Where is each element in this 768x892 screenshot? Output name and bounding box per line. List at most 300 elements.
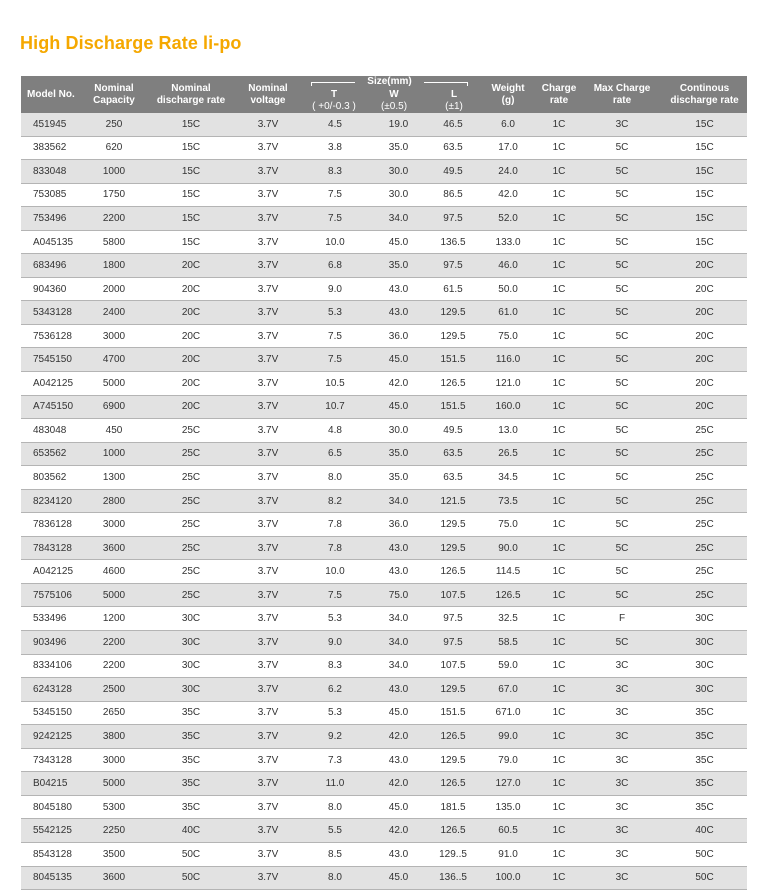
cell-size-l: 151.5 [426, 348, 480, 372]
cell-charge-rate: 1C [536, 207, 582, 231]
cell-max-charge-rate: 3C [582, 795, 662, 819]
cell-size-w: 45.0 [371, 348, 426, 372]
table-row [21, 795, 747, 819]
cell-size-w: 75.0 [371, 583, 426, 607]
cell-nominal-discharge-rate: 20C [145, 254, 237, 278]
cell-size-l: 181.5 [426, 795, 480, 819]
cell-nominal-voltage: 3.7V [237, 160, 299, 184]
cell-size-l: 151.5 [426, 701, 480, 725]
cell-continuous-discharge-rate: 20C [662, 277, 747, 301]
cell-continuous-discharge-rate: 40C [662, 819, 747, 843]
cell-charge-rate: 1C [536, 442, 582, 466]
cell-max-charge-rate: 5C [582, 207, 662, 231]
cell-max-charge-rate: 5C [582, 466, 662, 490]
table-row [21, 277, 747, 301]
cell-model-no: A745150 [21, 395, 83, 419]
cell-size-w: 45.0 [371, 701, 426, 725]
cell-model-no: 7575106 [21, 583, 83, 607]
cell-nominal-voltage: 3.7V [237, 772, 299, 796]
cell-charge-rate: 1C [536, 678, 582, 702]
cell-nominal-discharge-rate: 50C [145, 842, 237, 866]
cell-max-charge-rate: 5C [582, 230, 662, 254]
header-weight: Weight (g) [480, 76, 536, 113]
cell-charge-rate: 1C [536, 395, 582, 419]
cell-max-charge-rate: 5C [582, 348, 662, 372]
cell-weight: 79.0 [480, 748, 536, 772]
cell-continuous-discharge-rate: 20C [662, 301, 747, 325]
table-row [21, 160, 747, 184]
cell-charge-rate: 1C [536, 466, 582, 490]
cell-size-t: 3.8 [299, 136, 371, 160]
cell-nominal-discharge-rate: 15C [145, 207, 237, 231]
cell-charge-rate: 1C [536, 324, 582, 348]
table-row [21, 536, 747, 560]
cell-weight: 32.5 [480, 607, 536, 631]
cell-weight: 671.0 [480, 701, 536, 725]
cell-nominal-voltage: 3.7V [237, 583, 299, 607]
cell-nominal-voltage: 3.7V [237, 631, 299, 655]
cell-weight: 61.0 [480, 301, 536, 325]
cell-size-l: 49.5 [426, 160, 480, 184]
table-row [21, 654, 747, 678]
cell-continuous-discharge-rate: 15C [662, 136, 747, 160]
cell-size-t: 8.2 [299, 489, 371, 513]
cell-continuous-discharge-rate: 35C [662, 725, 747, 749]
cell-nominal-voltage: 3.7V [237, 466, 299, 490]
cell-nominal-discharge-rate: 35C [145, 701, 237, 725]
cell-charge-rate: 1C [536, 842, 582, 866]
header-max-charge-rate: Max Charge rate [582, 76, 662, 113]
cell-nominal-capacity: 3000 [83, 748, 145, 772]
cell-nominal-capacity: 5800 [83, 230, 145, 254]
cell-max-charge-rate: 3C [582, 748, 662, 772]
cell-nominal-capacity: 250 [83, 113, 145, 136]
cell-nominal-discharge-rate: 30C [145, 607, 237, 631]
cell-size-t: 4.5 [299, 113, 371, 136]
cell-nominal-capacity: 2250 [83, 819, 145, 843]
cell-max-charge-rate: 3C [582, 842, 662, 866]
cell-size-l: 126.5 [426, 560, 480, 584]
cell-size-w: 43.0 [371, 842, 426, 866]
header-nominal-discharge-rate: Nominal discharge rate [145, 76, 237, 113]
table-row [21, 324, 747, 348]
cell-max-charge-rate: 5C [582, 419, 662, 443]
cell-nominal-discharge-rate: 20C [145, 301, 237, 325]
table-row [21, 866, 747, 890]
cell-size-t: 4.8 [299, 419, 371, 443]
cell-model-no: 8045135 [21, 866, 83, 890]
cell-nominal-voltage: 3.7V [237, 372, 299, 396]
cell-charge-rate: 1C [536, 372, 582, 396]
cell-size-w: 34.0 [371, 207, 426, 231]
cell-max-charge-rate: 3C [582, 701, 662, 725]
table-row [21, 748, 747, 772]
cell-nominal-discharge-rate: 25C [145, 489, 237, 513]
cell-continuous-discharge-rate: 25C [662, 536, 747, 560]
cell-weight: 6.0 [480, 113, 536, 136]
cell-nominal-capacity: 3000 [83, 513, 145, 537]
size-bracket-right [424, 82, 468, 83]
table-row [21, 183, 747, 207]
cell-size-l: 129.5 [426, 324, 480, 348]
cell-size-w: 34.0 [371, 631, 426, 655]
cell-nominal-voltage: 3.7V [237, 795, 299, 819]
cell-nominal-voltage: 3.7V [237, 277, 299, 301]
cell-size-t: 8.0 [299, 866, 371, 890]
cell-continuous-discharge-rate: 30C [662, 678, 747, 702]
table-row [21, 301, 747, 325]
cell-nominal-capacity: 1000 [83, 160, 145, 184]
table-row [21, 395, 747, 419]
size-bracket-left [311, 82, 355, 83]
cell-charge-rate: 1C [536, 536, 582, 560]
cell-max-charge-rate: F [582, 607, 662, 631]
cell-continuous-discharge-rate: 15C [662, 207, 747, 231]
cell-nominal-capacity: 2650 [83, 701, 145, 725]
cell-charge-rate: 1C [536, 795, 582, 819]
cell-size-w: 45.0 [371, 230, 426, 254]
cell-nominal-discharge-rate: 30C [145, 678, 237, 702]
cell-weight: 75.0 [480, 324, 536, 348]
cell-size-t: 5.3 [299, 701, 371, 725]
cell-size-l: 61.5 [426, 277, 480, 301]
cell-weight: 100.0 [480, 866, 536, 890]
size-title: Size(mm) [299, 76, 480, 88]
cell-weight: 50.0 [480, 277, 536, 301]
cell-nominal-voltage: 3.7V [237, 701, 299, 725]
cell-weight: 126.5 [480, 583, 536, 607]
cell-nominal-discharge-rate: 35C [145, 725, 237, 749]
cell-charge-rate: 1C [536, 277, 582, 301]
cell-size-w: 43.0 [371, 277, 426, 301]
cell-size-l: 97.5 [426, 207, 480, 231]
table-row [21, 489, 747, 513]
cell-size-l: 97.5 [426, 607, 480, 631]
cell-nominal-discharge-rate: 40C [145, 819, 237, 843]
cell-weight: 24.0 [480, 160, 536, 184]
cell-size-w: 30.0 [371, 160, 426, 184]
cell-nominal-voltage: 3.7V [237, 230, 299, 254]
cell-size-l: 121.5 [426, 489, 480, 513]
cell-nominal-discharge-rate: 50C [145, 866, 237, 890]
header-size-t: T( +0/-0.3 ) [312, 89, 356, 112]
cell-nominal-discharge-rate: 25C [145, 419, 237, 443]
cell-max-charge-rate: 5C [582, 560, 662, 584]
cell-weight: 60.5 [480, 819, 536, 843]
table-row [21, 207, 747, 231]
cell-nominal-discharge-rate: 15C [145, 113, 237, 136]
cell-model-no: 451945 [21, 113, 83, 136]
cell-charge-rate: 1C [536, 136, 582, 160]
cell-nominal-voltage: 3.7V [237, 301, 299, 325]
table-row [21, 560, 747, 584]
cell-size-w: 36.0 [371, 324, 426, 348]
cell-size-l: 97.5 [426, 254, 480, 278]
cell-weight: 46.0 [480, 254, 536, 278]
cell-model-no: 7843128 [21, 536, 83, 560]
cell-size-l: 129.5 [426, 301, 480, 325]
cell-size-l: 129..5 [426, 842, 480, 866]
cell-nominal-discharge-rate: 35C [145, 772, 237, 796]
cell-continuous-discharge-rate: 15C [662, 113, 747, 136]
cell-weight: 91.0 [480, 842, 536, 866]
cell-charge-rate: 1C [536, 654, 582, 678]
cell-max-charge-rate: 5C [582, 536, 662, 560]
cell-weight: 26.5 [480, 442, 536, 466]
cell-continuous-discharge-rate: 30C [662, 654, 747, 678]
cell-nominal-discharge-rate: 20C [145, 372, 237, 396]
cell-size-w: 36.0 [371, 513, 426, 537]
cell-size-t: 7.3 [299, 748, 371, 772]
cell-model-no: 753085 [21, 183, 83, 207]
cell-max-charge-rate: 5C [582, 372, 662, 396]
cell-continuous-discharge-rate: 20C [662, 254, 747, 278]
cell-size-t: 6.5 [299, 442, 371, 466]
cell-continuous-discharge-rate: 30C [662, 631, 747, 655]
cell-nominal-discharge-rate: 20C [145, 277, 237, 301]
cell-nominal-capacity: 5000 [83, 372, 145, 396]
cell-nominal-capacity: 6900 [83, 395, 145, 419]
cell-max-charge-rate: 5C [582, 277, 662, 301]
cell-size-t: 8.0 [299, 795, 371, 819]
cell-continuous-discharge-rate: 50C [662, 866, 747, 890]
cell-size-t: 6.8 [299, 254, 371, 278]
cell-size-l: 63.5 [426, 442, 480, 466]
cell-size-t: 5.3 [299, 301, 371, 325]
cell-nominal-voltage: 3.7V [237, 207, 299, 231]
cell-size-w: 35.0 [371, 442, 426, 466]
cell-size-t: 9.0 [299, 277, 371, 301]
table-row [21, 607, 747, 631]
cell-model-no: 383562 [21, 136, 83, 160]
cell-max-charge-rate: 5C [582, 513, 662, 537]
cell-charge-rate: 1C [536, 607, 582, 631]
cell-size-t: 9.2 [299, 725, 371, 749]
cell-weight: 116.0 [480, 348, 536, 372]
cell-nominal-capacity: 2000 [83, 277, 145, 301]
cell-continuous-discharge-rate: 25C [662, 513, 747, 537]
cell-size-w: 45.0 [371, 795, 426, 819]
cell-model-no: 7545150 [21, 348, 83, 372]
cell-weight: 13.0 [480, 419, 536, 443]
cell-size-w: 42.0 [371, 372, 426, 396]
cell-weight: 99.0 [480, 725, 536, 749]
cell-size-w: 43.0 [371, 560, 426, 584]
table-row [21, 631, 747, 655]
cell-nominal-capacity: 4600 [83, 560, 145, 584]
cell-nominal-capacity: 2500 [83, 678, 145, 702]
cell-size-l: 129.5 [426, 678, 480, 702]
cell-model-no: 5542125 [21, 819, 83, 843]
cell-size-l: 46.5 [426, 113, 480, 136]
cell-charge-rate: 1C [536, 748, 582, 772]
table-row [21, 372, 747, 396]
cell-size-t: 11.0 [299, 772, 371, 796]
cell-nominal-capacity: 2800 [83, 489, 145, 513]
header-size-l: L(±1) [445, 89, 463, 112]
cell-model-no: 533496 [21, 607, 83, 631]
cell-max-charge-rate: 5C [582, 254, 662, 278]
cell-nominal-capacity: 1200 [83, 607, 145, 631]
cell-size-t: 7.8 [299, 513, 371, 537]
cell-charge-rate: 1C [536, 560, 582, 584]
cell-max-charge-rate: 3C [582, 819, 662, 843]
cell-nominal-discharge-rate: 35C [145, 795, 237, 819]
cell-size-t: 8.3 [299, 654, 371, 678]
cell-nominal-voltage: 3.7V [237, 866, 299, 890]
cell-nominal-capacity: 620 [83, 136, 145, 160]
cell-weight: 133.0 [480, 230, 536, 254]
cell-continuous-discharge-rate: 35C [662, 701, 747, 725]
table-row [21, 842, 747, 866]
battery-spec-table [21, 76, 747, 890]
cell-charge-rate: 1C [536, 866, 582, 890]
cell-size-l: 63.5 [426, 466, 480, 490]
cell-nominal-capacity: 5000 [83, 583, 145, 607]
cell-size-w: 45.0 [371, 866, 426, 890]
cell-charge-rate: 1C [536, 348, 582, 372]
cell-size-w: 34.0 [371, 654, 426, 678]
table-row [21, 254, 747, 278]
table-row [21, 725, 747, 749]
cell-size-l: 126.5 [426, 819, 480, 843]
cell-continuous-discharge-rate: 25C [662, 489, 747, 513]
cell-max-charge-rate: 5C [582, 631, 662, 655]
cell-continuous-discharge-rate: 25C [662, 466, 747, 490]
cell-weight: 17.0 [480, 136, 536, 160]
cell-size-t: 7.5 [299, 207, 371, 231]
cell-nominal-voltage: 3.7V [237, 183, 299, 207]
table-row [21, 678, 747, 702]
cell-charge-rate: 1C [536, 254, 582, 278]
cell-continuous-discharge-rate: 25C [662, 560, 747, 584]
cell-continuous-discharge-rate: 15C [662, 160, 747, 184]
cell-nominal-discharge-rate: 15C [145, 183, 237, 207]
cell-weight: 135.0 [480, 795, 536, 819]
cell-continuous-discharge-rate: 50C [662, 842, 747, 866]
table-row [21, 466, 747, 490]
cell-model-no: 833048 [21, 160, 83, 184]
cell-nominal-discharge-rate: 35C [145, 748, 237, 772]
cell-weight: 127.0 [480, 772, 536, 796]
cell-nominal-discharge-rate: 25C [145, 442, 237, 466]
cell-weight: 90.0 [480, 536, 536, 560]
cell-nominal-capacity: 2200 [83, 654, 145, 678]
cell-weight: 58.5 [480, 631, 536, 655]
cell-size-l: 107.5 [426, 583, 480, 607]
cell-charge-rate: 1C [536, 160, 582, 184]
cell-size-w: 35.0 [371, 254, 426, 278]
header-model-no: Model No. [21, 76, 83, 113]
cell-size-w: 30.0 [371, 419, 426, 443]
header-continuous-discharge-rate: Continous discharge rate [662, 76, 747, 113]
cell-model-no: 6243128 [21, 678, 83, 702]
cell-model-no: 903496 [21, 631, 83, 655]
cell-charge-rate: 1C [536, 701, 582, 725]
cell-nominal-voltage: 3.7V [237, 419, 299, 443]
cell-size-t: 8.5 [299, 842, 371, 866]
cell-size-t: 7.5 [299, 583, 371, 607]
table-row [21, 442, 747, 466]
cell-max-charge-rate: 3C [582, 725, 662, 749]
cell-continuous-discharge-rate: 20C [662, 372, 747, 396]
cell-model-no: 753496 [21, 207, 83, 231]
cell-charge-rate: 1C [536, 489, 582, 513]
cell-continuous-discharge-rate: 15C [662, 230, 747, 254]
cell-nominal-capacity: 2200 [83, 207, 145, 231]
cell-weight: 42.0 [480, 183, 536, 207]
cell-weight: 52.0 [480, 207, 536, 231]
cell-charge-rate: 1C [536, 113, 582, 136]
cell-size-t: 10.0 [299, 230, 371, 254]
cell-charge-rate: 1C [536, 513, 582, 537]
cell-size-l: 97.5 [426, 631, 480, 655]
cell-model-no: 8234120 [21, 489, 83, 513]
cell-size-w: 35.0 [371, 136, 426, 160]
cell-nominal-capacity: 3800 [83, 725, 145, 749]
cell-size-l: 126.5 [426, 725, 480, 749]
cell-continuous-discharge-rate: 35C [662, 772, 747, 796]
cell-model-no: 8543128 [21, 842, 83, 866]
cell-max-charge-rate: 5C [582, 301, 662, 325]
cell-continuous-discharge-rate: 20C [662, 324, 747, 348]
cell-charge-rate: 1C [536, 819, 582, 843]
cell-max-charge-rate: 5C [582, 583, 662, 607]
cell-nominal-capacity: 3600 [83, 536, 145, 560]
cell-size-t: 10.0 [299, 560, 371, 584]
cell-weight: 59.0 [480, 654, 536, 678]
cell-nominal-discharge-rate: 30C [145, 631, 237, 655]
cell-nominal-discharge-rate: 30C [145, 654, 237, 678]
header-charge-rate: Charge rate [536, 76, 582, 113]
table-row [21, 230, 747, 254]
cell-weight: 34.5 [480, 466, 536, 490]
cell-size-t: 8.3 [299, 160, 371, 184]
cell-max-charge-rate: 5C [582, 183, 662, 207]
cell-continuous-discharge-rate: 25C [662, 419, 747, 443]
cell-model-no: 5345150 [21, 701, 83, 725]
cell-size-w: 30.0 [371, 183, 426, 207]
table-row [21, 701, 747, 725]
cell-weight: 73.5 [480, 489, 536, 513]
cell-nominal-voltage: 3.7V [237, 324, 299, 348]
cell-size-l: 136..5 [426, 866, 480, 890]
cell-size-l: 49.5 [426, 419, 480, 443]
cell-nominal-capacity: 3600 [83, 866, 145, 890]
table-row [21, 819, 747, 843]
cell-nominal-capacity: 3000 [83, 324, 145, 348]
cell-size-l: 129.5 [426, 536, 480, 560]
cell-charge-rate: 1C [536, 230, 582, 254]
cell-size-t: 7.8 [299, 536, 371, 560]
cell-nominal-discharge-rate: 15C [145, 136, 237, 160]
cell-continuous-discharge-rate: 20C [662, 348, 747, 372]
cell-continuous-discharge-rate: 25C [662, 442, 747, 466]
cell-charge-rate: 1C [536, 631, 582, 655]
cell-model-no: 7836128 [21, 513, 83, 537]
cell-size-w: 42.0 [371, 725, 426, 749]
cell-model-no: 653562 [21, 442, 83, 466]
cell-nominal-voltage: 3.7V [237, 819, 299, 843]
cell-max-charge-rate: 3C [582, 654, 662, 678]
cell-continuous-discharge-rate: 35C [662, 748, 747, 772]
cell-nominal-voltage: 3.7V [237, 489, 299, 513]
cell-max-charge-rate: 5C [582, 489, 662, 513]
cell-charge-rate: 1C [536, 725, 582, 749]
cell-nominal-voltage: 3.7V [237, 348, 299, 372]
cell-max-charge-rate: 5C [582, 442, 662, 466]
cell-nominal-discharge-rate: 20C [145, 324, 237, 348]
